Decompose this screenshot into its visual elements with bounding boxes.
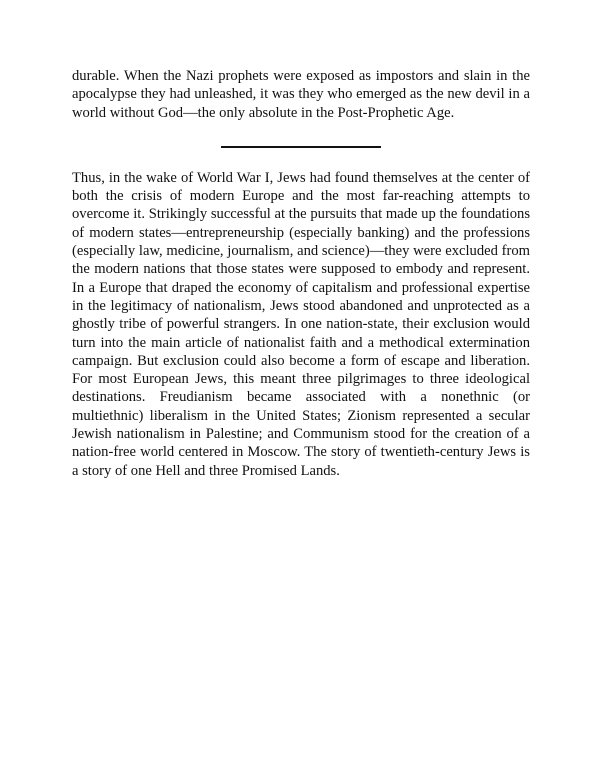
paragraph-main: Thus, in the wake of World War I, Jews had found themselves at the center of both the crisis of modern Europe and the most far-reaching attempts to overcome it. Strikingly successful at the pursuits that made up the foundations of modern states—entrepreneurship (especially banking) and the professions (especially law, medicine, journalism, and science)—they were excluded from the modern nations that those states were supposed to embody and represent. In a Europe that draped the economy of capitalism and professional expertise in the legitimacy of nationalism, Jews stood abandoned and unprotected as a ghostly tribe of powerful strangers. In one nation-state, their exclusion would turn into the main article of nationalist faith and a methodical extermination campaign. But exclusion could also become a form of escape and liberation. For most European Jews, this meant three pilgrimages to three ideological destinations. Freudianism became associated with a nonethnic (or multiethnic) liberalism in the United States; Zionism represented a secular Jewish nationalism in Palestine; and Communism stood for the creation of a nation-free world centered in Moscow. The story of twentieth-century Jews is a story of one Hell and three Promised Lands. <box>72 169 530 479</box>
book-page <box>72 67 530 480</box>
paragraph-continued: durable. When the Nazi prophets were exposed as impostors and slain in the apocalypse they had unleashed, it was they who emerged as the new devil in a world without God—the only absolute in the Post-Prophetic Age. <box>72 68 530 121</box>
divider-thick-line <box>256 146 346 148</box>
section-divider <box>221 146 381 148</box>
